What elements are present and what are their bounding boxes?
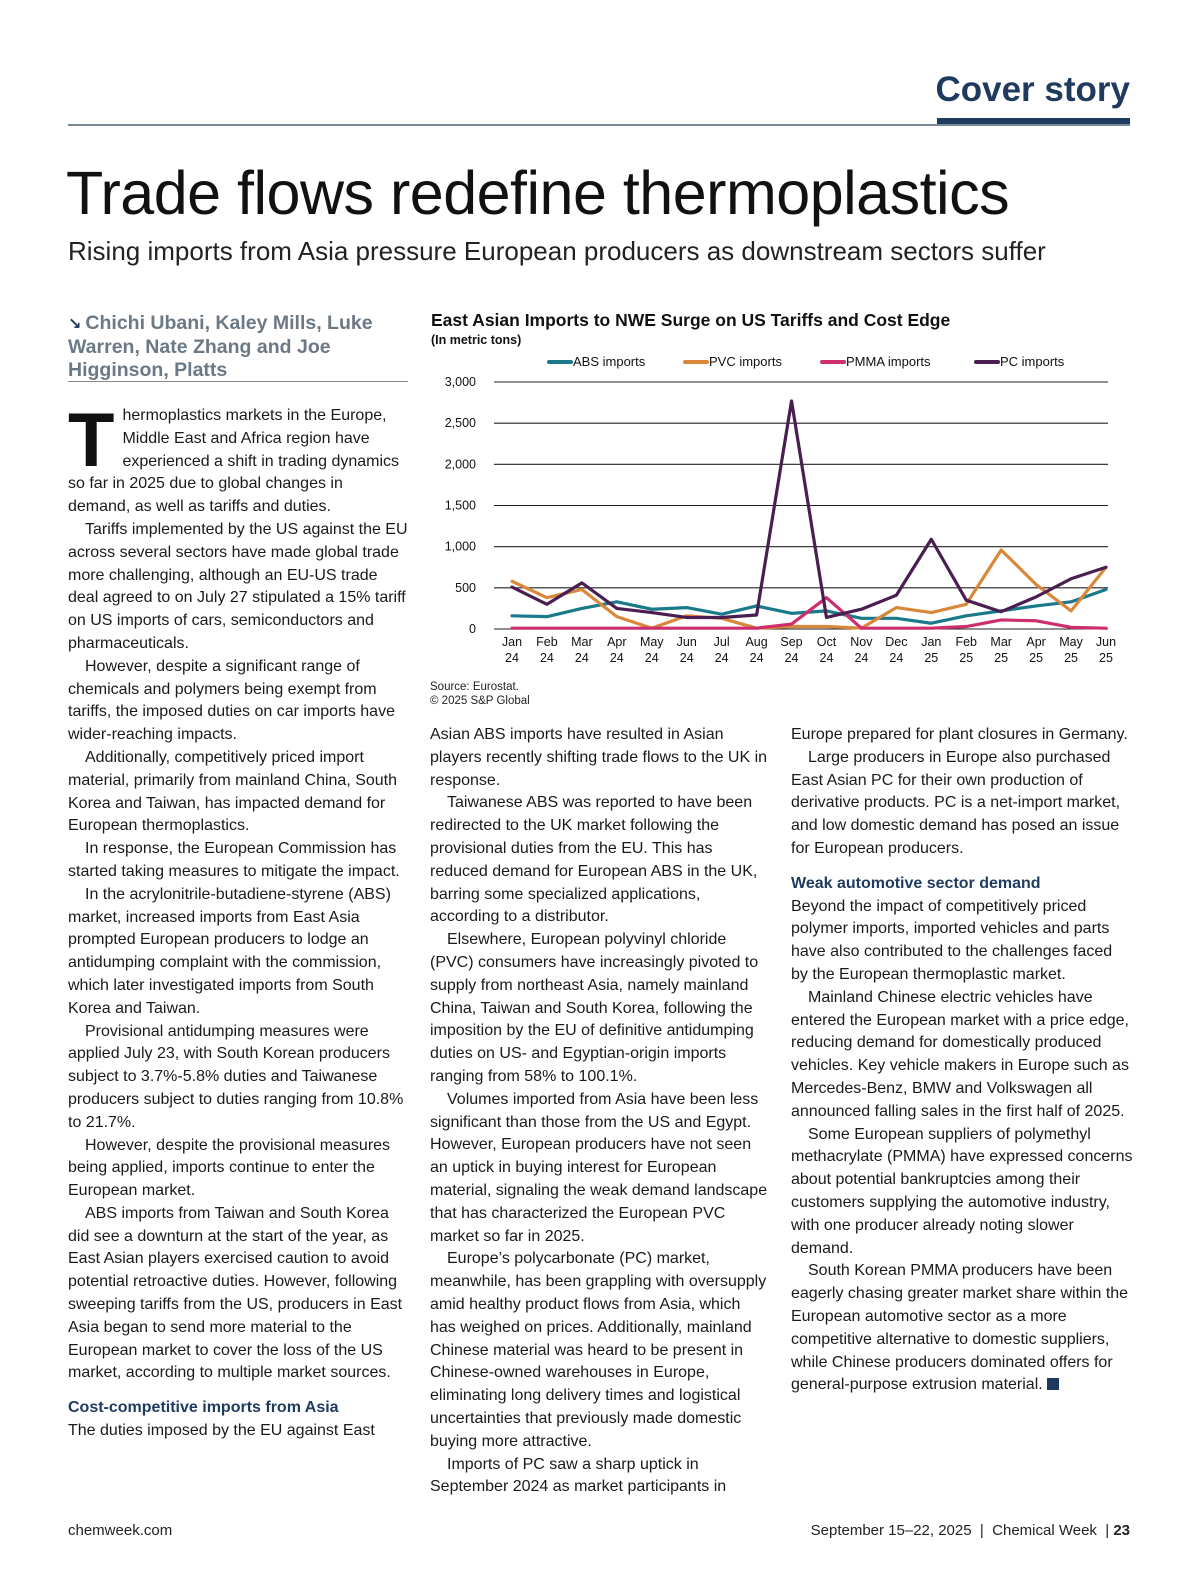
arrow-down-right-icon: ↘ [68, 316, 82, 333]
x-tick-label: 24 [679, 651, 694, 665]
x-tick-label: Dec [885, 635, 908, 649]
y-tick-label: 1,500 [444, 498, 476, 513]
paragraph: Taiwanese ABS was reported to have been redirected to the UK market following the provisional duties from the EU. This has reduced demand for European ABS in the UK, barring some specialized applications, according to a distributor. [430, 794, 758, 926]
x-tick-label: 24 [889, 651, 904, 665]
article-column-2 [430, 724, 770, 1499]
x-tick-label: Mar [990, 635, 1012, 649]
paragraph: In response, the European Commission has started taking measures to mitigate the impact. [68, 840, 400, 880]
paragraph: In the acrylonitrile-butadiene-styrene (ABS) market, increased imports from East Asia prompted European producers to lodge an antidumping complaint with the commission, which later investigated imports from South Korea and Taiwan. [68, 885, 391, 1017]
paragraph: The duties imposed by the EU against East [68, 1422, 375, 1440]
x-tick-label: 24 [714, 651, 729, 665]
line-chart [428, 306, 1133, 710]
paragraph: Provisional antidumping measures were applied July 23, with South Korean producers subject to 3.7%-5.8% duties and Taiwanese producers subject to duties ranging from 10.8% to 21.7%. [68, 1022, 404, 1131]
paragraph-text: hermoplastics markets in the Europe, Middle East and Africa region have experienced a shift in trading dynamics so far in 2025 due to global changes in demand, as well as tariffs and duties. [68, 407, 400, 516]
paragraph: Volumes imported from Asia have been less significant than those from the US and Egypt. However, European producers have not seen an uptick in buying interest for European material, signaling the weak demand landscape that has characterized the European PVC market so far in 2025. [430, 1090, 768, 1245]
chart-source-text: Source: Eurostat. [430, 681, 519, 693]
top-rule [68, 124, 1130, 126]
x-tick-label: 25 [1064, 651, 1079, 665]
x-tick-label: 24 [644, 651, 659, 665]
x-tick-label: 24 [854, 651, 869, 665]
y-tick-label: 500 [455, 580, 476, 595]
paragraph: Beyond the impact of competitively priced polymer imports, imported vehicles and parts have also contributed to the challenges faced by the European thermoplastic market. [791, 897, 1113, 983]
x-tick-label: 24 [749, 651, 764, 665]
x-tick-label: 24 [539, 651, 554, 665]
paragraph: Europe prepared for plant closures in Germany. [791, 726, 1128, 743]
footer-site: chemweek.com [68, 1522, 173, 1539]
x-tick-label: Aug [745, 635, 768, 649]
chart-subtitle: (In metric tons) [431, 333, 522, 347]
byline-authors: Chichi Ubani, Kaley Mills, Luke Warren, Nate Zhang and Joe Higginson, Platts [68, 312, 373, 381]
x-tick-label: 24 [819, 651, 834, 665]
y-tick-label: 0 [469, 622, 476, 636]
series-line [512, 550, 1106, 628]
x-tick-label: 25 [1029, 651, 1044, 665]
paragraph: However, despite a significant range of chemicals and polymers being exempt from tariffs, the imposed duties on car imports have wider-reaching impacts. [68, 657, 395, 744]
paragraph: Additionally, competitively priced import material, primarily from mainland China, South Korea and Taiwan, has impacted demand for European thermoplastics. [68, 748, 398, 835]
x-tick-label: May [639, 635, 664, 649]
drop-cap: T [68, 398, 115, 483]
y-tick-label: 3,000 [444, 375, 476, 389]
paragraph-text: South Korean PMMA producers have been eagerly chasing greater market share within the European automotive sector as a more competitive alternative to domestic suppliers, while Chinese producers dominated offers for general-purpose extrusion material. [791, 1262, 1129, 1394]
x-tick-label: Jul [713, 635, 730, 649]
chart-canvas [428, 306, 1133, 678]
footer-issue-text: September 15–22, 2025 | Chemical Week | [810, 1522, 1110, 1539]
paragraph: Europe’s polycarbonate (PC) market, meanwhile, has been grappling with oversupply amid healthy product flows from Asia, which has weighed on prices. Additionally, mainland Chinese material was heard to be present in Chinese-owned warehouses in Europe, eliminating long delivery times and logistical uncertainties that previously made domestic buying more attractive. [430, 1250, 767, 1450]
headline: Trade flows redefine thermoplastics [66, 159, 1010, 227]
paragraph: However, despite the provisional measures being applied, imports continue to enter the European market. [68, 1136, 391, 1200]
end-mark-icon [1047, 1378, 1059, 1390]
paragraph: Elsewhere, European polyvinyl chloride (PVC) consumers have increasingly pivoted to supply from northeast Asia, namely mainland China, Taiwan and South Korea, following the imposition by the EU of definitive antidumping duties on US- and Egyptian-origin imports ranging from 58% to 100.1%. [430, 931, 759, 1085]
paragraph [68, 398, 408, 519]
paragraph: Asian ABS imports have resulted in Asian players recently shifting trade flows to the UK in response. [430, 726, 768, 789]
x-tick-label: Mar [571, 635, 593, 649]
x-tick-label: Apr [1026, 635, 1046, 649]
subhead-automotive: Weak automotive sector demand [791, 874, 1041, 892]
paragraph: Tariffs implemented by the US against the EU across several sectors have made global trade more challenging, although an EU-US trade deal agreed to on July 27 stipulated a 15% tariff on US imports of cars, semiconductors and pharmaceuticals. [68, 520, 408, 652]
x-tick-label: 25 [959, 651, 974, 665]
paragraph: Large producers in Europe also purchased East Asian PC for their own production of derivative products. PC is a net-import market, and low domestic demand has posed an issue for European producers. [791, 748, 1121, 857]
paragraph: Imports of PC saw a sharp uptick in September 2024 as market participants in [430, 1455, 727, 1496]
section-label: Cover story [935, 70, 1130, 109]
paragraph: Some European suppliers of polymethyl methacrylate (PMMA) have expressed concerns about potential bankruptcies among their customers supplying the automotive industry, with one producer already noting slower demand. [791, 1125, 1133, 1257]
legend-label: PMMA imports [846, 354, 931, 369]
x-tick-label: Apr [607, 635, 627, 649]
x-tick-label: Feb [955, 635, 978, 649]
legend-label: PVC imports [709, 354, 782, 369]
chart-copyright: © 2025 S&P Global [430, 695, 530, 707]
x-tick-label: Jan [501, 635, 523, 649]
x-tick-label: 25 [994, 651, 1009, 665]
footer-issue [811, 1522, 1130, 1539]
x-tick-label: 25 [1099, 651, 1113, 665]
x-tick-label: 25 [924, 651, 939, 665]
x-tick-label: Sep [780, 635, 803, 649]
article-column-3 [791, 724, 1133, 1397]
x-tick-label: Jun [676, 635, 697, 649]
x-tick-label: 24 [609, 651, 624, 665]
x-tick-label: 24 [574, 651, 589, 665]
paragraph [791, 1260, 1133, 1397]
chart-title: East Asian Imports to NWE Surge on US Tariffs and Cost Edge [431, 310, 951, 330]
paragraph: Mainland Chinese electric vehicles have entered the European market with a price edge, reducing demand for domestically produced vehicles. Key vehicle makers in Europe such as Mercedes-Benz, BMW and Volkswagen all announced falling sales in the first half of 2025. [791, 988, 1129, 1120]
subhead-cost-competitive: Cost-competitive imports from Asia [68, 1399, 339, 1417]
y-tick-label: 2,000 [444, 457, 476, 472]
x-tick-label: Oct [816, 635, 837, 649]
byline-rule [68, 381, 408, 382]
x-tick-label: Nov [850, 635, 873, 649]
x-tick-label: 24 [784, 651, 799, 665]
y-tick-label: 1,000 [444, 539, 476, 554]
x-tick-label: Feb [536, 635, 558, 649]
series-line [512, 401, 1106, 618]
x-tick-label: May [1059, 635, 1083, 649]
x-tick-label: Jan [921, 635, 942, 649]
byline [68, 312, 408, 382]
page-number: 23 [1113, 1522, 1130, 1539]
article-column-1 [68, 398, 408, 1443]
legend-label: ABS imports [573, 354, 646, 369]
deck-subtitle: Rising imports from Asia pressure European producers as downstream sectors suffer [68, 236, 1046, 266]
x-tick-label: 24 [505, 651, 519, 665]
y-tick-label: 2,500 [444, 416, 476, 431]
x-tick-label: Jun [1095, 635, 1117, 649]
chart-source [430, 680, 530, 708]
legend-label: PC imports [1000, 354, 1065, 369]
paragraph: ABS imports from Taiwan and South Korea did see a downturn at the start of the year, as East Asian players exercised caution to avoid potential retroactive duties. However, following sweeping tariffs from the US, producers in East Asia began to send more material to the European market to cover the loss of the US market, according to multiple market sources. [68, 1204, 403, 1382]
